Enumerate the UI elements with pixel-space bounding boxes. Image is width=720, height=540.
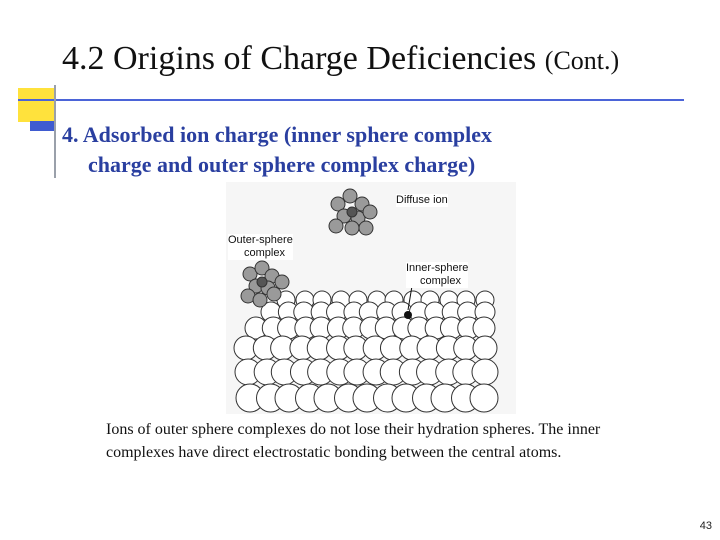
label-outer-line-1: Outer-sphere bbox=[228, 234, 293, 246]
point-line-2: charge and outer sphere complex charge) bbox=[88, 152, 476, 177]
water-molecule bbox=[363, 205, 377, 219]
label-inner-sphere bbox=[406, 262, 468, 288]
water-molecule bbox=[329, 219, 343, 233]
water-molecule bbox=[359, 221, 373, 235]
mineral-surface bbox=[234, 291, 498, 412]
surface-atom bbox=[472, 359, 498, 385]
water-molecule bbox=[345, 221, 359, 235]
decor-yellow-square bbox=[18, 88, 54, 122]
inner-sphere-ion bbox=[404, 311, 412, 319]
diffuse-ion bbox=[347, 207, 357, 217]
adsorption-figure bbox=[226, 182, 516, 414]
label-inner-line-1: Inner-sphere bbox=[406, 262, 469, 274]
water-molecule bbox=[267, 287, 281, 301]
title-text: 4.2 Origins of Charge Deficiencies bbox=[62, 40, 537, 77]
point-line-1: Adsorbed ion charge (inner sphere complex bbox=[82, 122, 493, 147]
page-number: 43 bbox=[699, 520, 712, 532]
surface-atom bbox=[473, 336, 497, 360]
label-diffuse-ion: Diffuse ion bbox=[396, 194, 448, 206]
outer-sphere-ion bbox=[257, 277, 267, 287]
label-outer-line-2: complex bbox=[244, 247, 285, 259]
adsorption-diagram bbox=[226, 182, 516, 414]
surface-atom bbox=[470, 384, 498, 412]
decor-title-rule bbox=[18, 99, 684, 101]
water-molecule bbox=[343, 189, 357, 203]
title-suffix: (Cont.) bbox=[544, 46, 620, 75]
decor-blue-bar bbox=[30, 121, 56, 131]
decor-vertical-rule bbox=[54, 85, 56, 178]
bullet-point-4 bbox=[62, 120, 662, 180]
label-outer-sphere bbox=[228, 234, 293, 260]
point-number: 4. bbox=[62, 122, 79, 147]
label-inner-line-2: complex bbox=[420, 275, 461, 287]
figure-caption: Ions of outer sphere complexes do not lose their hydration spheres. The inner complexes have direct electrostatic bonding between the central atoms. bbox=[106, 421, 601, 461]
slide-title bbox=[62, 40, 619, 78]
water-molecule bbox=[275, 275, 289, 289]
water-molecule bbox=[253, 293, 267, 307]
